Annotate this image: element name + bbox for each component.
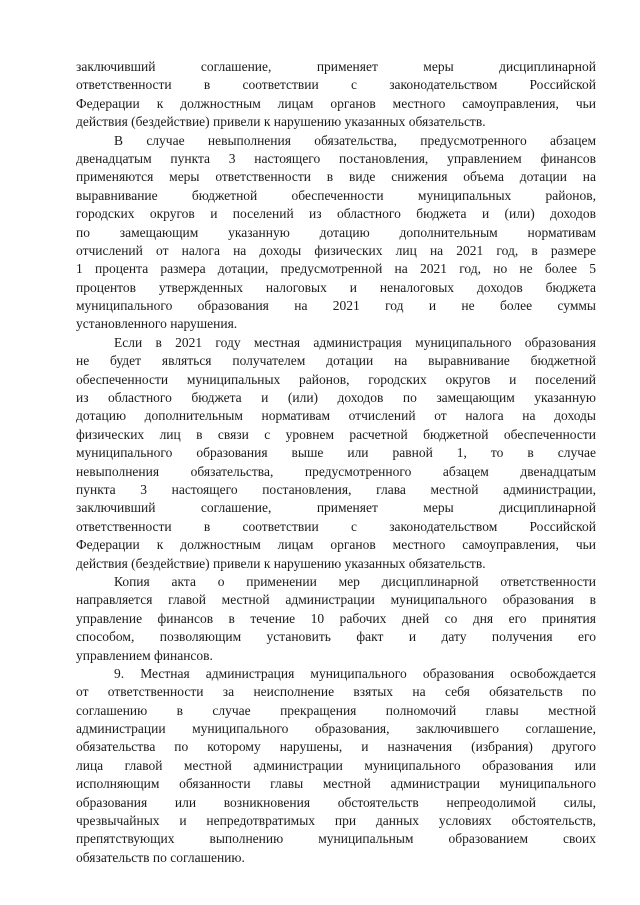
text-line: по замещающим указанную дотацию дополнительным нормативам (76, 224, 596, 240)
text-line: пункта 3 настоящего постановления, глава местной администрации, (76, 481, 596, 497)
text-line: не будет являться получателем дотации на выравнивание бюджетной (76, 353, 596, 369)
paragraph-5 (76, 665, 596, 867)
text-line: применяются меры ответственности в виде снижения объема дотации на (76, 169, 596, 185)
text-line: обеспеченности муниципальных районов, городских округов и поселений (76, 371, 596, 387)
text-line: отчислений от налога на доходы физических лиц на 2021 год, в размере (76, 242, 596, 258)
text-line: действия (бездействие) привели к нарушению указанных обязательств. (76, 555, 486, 571)
text-line: дотацию дополнительным нормативам отчислений от налога на доходы (76, 408, 596, 424)
text-line: заключивший соглашение, применяет меры дисциплинарной (76, 59, 596, 74)
text-line: Копия акта о применении мер дисциплинарной ответственности (114, 573, 596, 589)
text-line: Федерации к должностным лицам органов местного самоуправления, чьи (76, 537, 596, 553)
text-line: невыполнения обязательства, предусмотренного абзацем двенадцатым (76, 463, 596, 479)
text-line: лица главой местной администрации муниципального образования или (76, 757, 596, 773)
text-line: управлением финансов. (76, 647, 213, 663)
text-line: способом, позволяющим установить факт и дату получения его (76, 629, 596, 645)
text-line: от ответственности за неисполнение взятых на себя обязательств по (76, 684, 596, 700)
text-line: Если в 2021 году местная администрация муниципального образования (114, 334, 596, 350)
text-line: действия (бездействие) привели к нарушению указанных обязательств. (76, 114, 486, 130)
text-line: городских округов и поселений из областного бюджета и (или) доходов (76, 206, 596, 222)
paragraph-3 (76, 334, 596, 573)
text-line: выравнивание бюджетной обеспеченности муниципальных районов, (76, 187, 596, 203)
text-line: направляется главой местной администрации муниципального образования в (76, 592, 596, 608)
paragraph-4 (76, 573, 596, 665)
paragraph-2 (76, 132, 596, 334)
paragraph-1 (76, 58, 596, 132)
text-line: соглашению в случае прекращения полномочий главы местной (76, 702, 596, 718)
text-line: обязательств по соглашению. (76, 849, 245, 865)
text-line: установленного нарушения. (76, 316, 238, 332)
text-line: 9. Местная администрация муниципального образования освобождается (114, 665, 596, 681)
text-line: обязательства по которому нарушены, и назначения (избрания) другого (76, 739, 596, 755)
text-line: В случае невыполнения обязательства, предусмотренного абзацем (114, 132, 596, 148)
text-line: двенадцатым пункта 3 настоящего постановления, управлением финансов (76, 150, 596, 166)
text-line: процентов утвержденных налоговых и неналоговых доходов бюджета (76, 279, 596, 295)
text-line: из областного бюджета и (или) доходов по замещающим указанную (76, 390, 596, 406)
document-body (76, 58, 596, 867)
text-line: исполняющим обязанности главы местной администрации муниципального (76, 776, 596, 792)
text-line: управление финансов в течение 10 рабочих дней со дня его принятия (76, 610, 596, 626)
text-line: администрации муниципального образования, заключившего соглашение, (76, 721, 596, 737)
text-line: Федерации к должностным лицам органов местного самоуправления, чьи (76, 95, 596, 111)
text-line: чрезвычайных и непредотвратимых при данных условиях обстоятельств, (76, 813, 596, 829)
text-line: муниципального образования на 2021 год и не более суммы (76, 298, 596, 314)
text-line: ответственности в соответствии с законодательством Российской (76, 77, 596, 93)
text-line: препятствующих выполнению муниципальным образованием своих (76, 831, 596, 847)
text-line: образования или возникновения обстоятельств непреодолимой силы, (76, 794, 596, 810)
text-line: 1 процента размера дотации, предусмотренной на 2021 год, но не более 5 (76, 261, 596, 277)
text-line: ответственности в соответствии с законодательством Российской (76, 518, 596, 534)
text-line: муниципального образования выше или равной 1, то в случае (76, 445, 596, 461)
text-line: заключивший соглашение, применяет меры дисциплинарной (76, 500, 596, 516)
text-line: физических лиц в связи с уровнем расчетной бюджетной обеспеченности (76, 426, 596, 442)
